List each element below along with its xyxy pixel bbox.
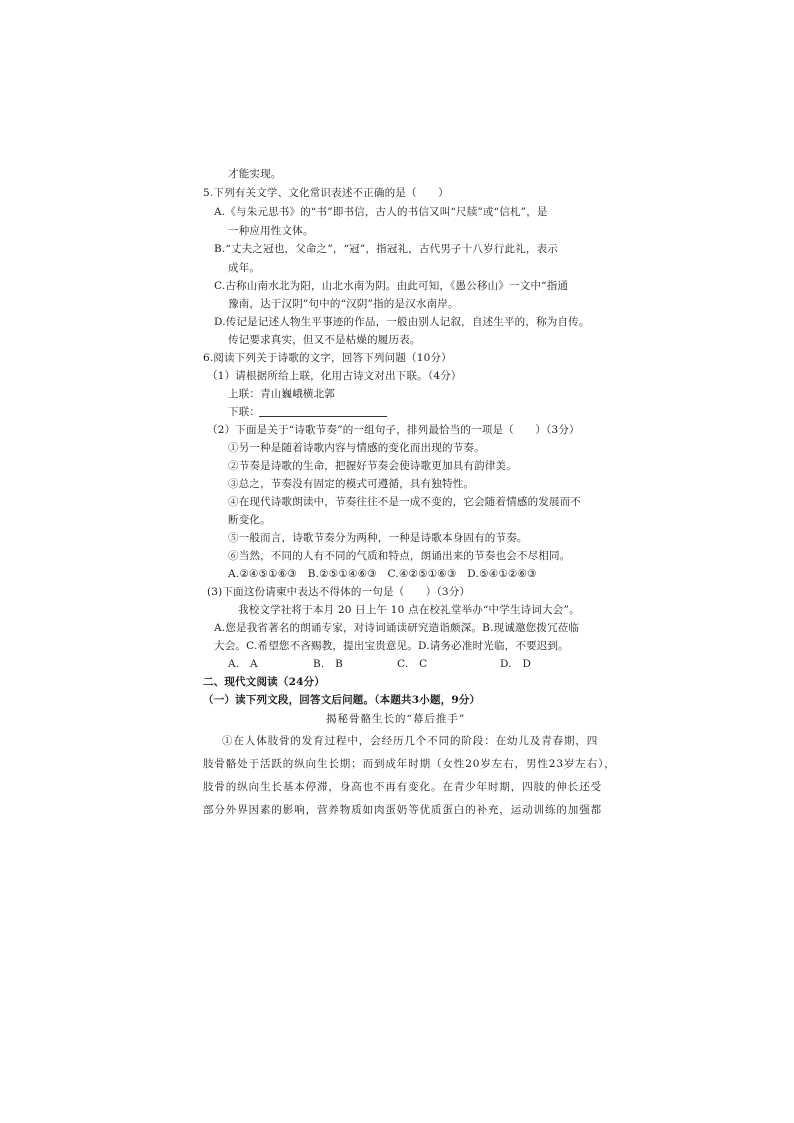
paragraph-line: ①在人体肢骨的发育过程中，会经历几个不同的阶段：在幼儿及青春期，四 <box>222 735 599 747</box>
choice-a: A. A <box>228 658 258 670</box>
text-line: 传记要求真实，但又不是枯燥的履历表。 <box>228 334 421 346</box>
sentence-1: ①另一种是随着诗歌内容与情感的变化而出现的节奏。 <box>228 442 485 454</box>
choice-d: D. D <box>500 658 532 670</box>
text-line: 断变化。 <box>228 514 271 526</box>
sentence-3: ③总之，节奏没有固定的模式可遵循，具有独特性。 <box>228 478 475 490</box>
question-5: 5.下列有关文学、文化常识表述不正确的是（ ） <box>203 187 449 199</box>
sub-question-1: （1）请根据所给上联，化用古诗文对出下联。（4分） <box>207 370 462 382</box>
lower-couplet-label: 下联： <box>228 406 261 418</box>
sub-question-2: （2）下面是关于“诗歌节奏”的一组句子，排列最恰当的一项是（ ）（3分） <box>207 424 580 436</box>
invitation-text: 我校文学社将于本月 20 日上午 10 点在校礼堂举办“中学生诗词大会”。 <box>238 604 580 616</box>
text-line: 豫南，达于汉阴”句中的“汉阴”指的是汉水南岸。 <box>228 298 459 310</box>
text-line: 大会。C.希望您不吝赐教，提出宝贵意见。D.请务必准时光临，不要迟到。 <box>214 640 569 652</box>
upper-couplet: 上联：青山巍峨横北郭 <box>228 388 335 400</box>
sub-question-3: (3)下面这份请柬中表达不得体的一句是（ ）（3分） <box>207 586 471 598</box>
invitation-options: A.您是我省著名的朗诵专家，对诗词诵读研究造诣颇深。B.现诚邀您拨冗莅临 <box>214 622 580 634</box>
sentence-2: ②节奏是诗歌的生命，把握好节奏会使诗歌更加具有韵律美。 <box>228 460 517 472</box>
answer-options: A.②④⑤①⑥③ B.②⑤①④⑥③ C.④②⑤①⑥③ D.⑤④①②⑥③ <box>228 568 537 580</box>
option-b: B.“丈夫之冠也，父命之”，“冠”，指冠礼，古代男子十八岁行此礼，表示 <box>214 243 559 255</box>
subsection-heading: （一）读下列文段，回答文后问题。（本题共3小题，9分） <box>203 694 481 706</box>
choice-c: C. C <box>397 658 428 670</box>
paragraph-line: 部分外界因素的影响，营养物质如肉蛋奶等优质蛋白的补充，运动训练的加强都 <box>203 804 602 816</box>
option-a: A.《与朱元思书》的“书”即书信，古人的书信又叫“尺牍”或“信札”，是 <box>214 206 548 218</box>
answer-blank-line <box>259 416 387 417</box>
text-line: 成年。 <box>228 262 261 274</box>
article-title: 揭秘骨骼生长的“幕后推手” <box>326 713 466 725</box>
choice-b: B. B <box>313 658 344 670</box>
sentence-5: ⑤一般而言，诗歌节奏分为两种，一种是诗歌本身固有的节奏。 <box>228 532 528 544</box>
sentence-4: ④在现代诗歌朗读中，节奏往往不是一成不变的，它会随着情感的发展而不 <box>228 496 582 508</box>
text-line: 一种应用性文体。 <box>228 225 314 237</box>
option-d: D.传记是记述人物生平事迹的作品，一般由别人记叙，自述生平的，称为自传。 <box>214 316 590 328</box>
option-c: C.古称山南水北为阳，山北水南为阴。由此可知，《愚公移山》一文中“指通 <box>214 280 569 292</box>
question-6: 6.阅读下列关于诗歌的文字，回答下列问题（10分） <box>203 352 452 364</box>
paragraph-line: 肢骨骼处于活跃的纵向生长期；而到成年时期（女性20岁左右，男性23岁左右）， <box>203 758 616 770</box>
sentence-6: ⑥当然，不同的人有不同的气质和特点，朗诵出来的节奏也会不尽相同。 <box>228 550 571 562</box>
section-heading: 二、现代文阅读（24分） <box>203 676 326 688</box>
paragraph-line: 肢骨的纵向生长基本停滞，身高也不再有变化。在青少年时期，四肢的伸长还受 <box>203 781 602 793</box>
text-line: 才能实现。 <box>228 168 282 180</box>
